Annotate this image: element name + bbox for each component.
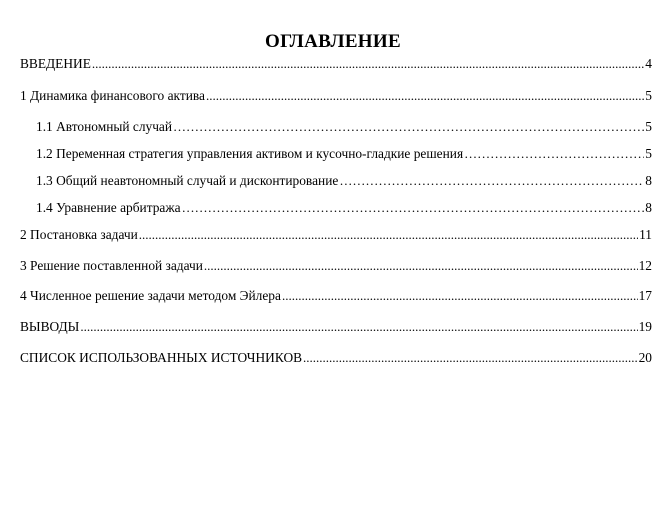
toc-entry-label: 1.4 Уравнение арбитража <box>36 200 181 215</box>
toc-entry-section-1-4 <box>36 200 652 216</box>
toc-entry-page: 5 <box>645 146 652 161</box>
toc-entry-page: 8 <box>645 173 652 188</box>
toc-entry-label: ВВЕДЕНИЕ <box>20 56 91 71</box>
toc-entry-introduction <box>20 56 652 72</box>
toc-entry-chapter-3 <box>20 258 652 274</box>
dot-leader <box>182 200 645 216</box>
dot-leader <box>282 288 638 304</box>
toc-entry-page: 12 <box>638 258 652 273</box>
toc-entry-label: 4 Численное решение задачи методом Эйлера <box>20 288 281 303</box>
page-title: ОГЛАВЛЕНИЕ <box>265 31 401 52</box>
dot-leader <box>464 146 644 162</box>
dot-leader <box>303 350 638 366</box>
toc-entry-page: 17 <box>638 288 652 303</box>
toc-entry-label: 3 Решение поставленной задачи <box>20 258 203 273</box>
toc-entry-chapter-1 <box>20 88 652 104</box>
toc-entry-section-1-3 <box>36 173 652 189</box>
toc-entry-page: 5 <box>645 119 652 134</box>
dot-leader <box>173 119 644 135</box>
toc-entry-label: 1.3 Общий неавтономный случай и дисконтирование <box>36 173 339 188</box>
toc-entry-label: ВЫВОДЫ <box>20 319 80 334</box>
toc-entry-references <box>20 350 652 366</box>
dot-leader <box>139 227 638 243</box>
dot-leader <box>92 56 644 72</box>
dot-leader <box>80 319 637 335</box>
toc-entry-section-1-2 <box>36 146 652 162</box>
toc-entry-conclusions <box>20 319 652 335</box>
dot-leader <box>339 173 644 189</box>
toc-entry-chapter-4 <box>20 288 652 304</box>
toc-entry-label: 1.1 Автономный случай <box>36 119 173 134</box>
toc-entry-page: 4 <box>645 56 652 71</box>
toc-entry-page: 20 <box>638 350 652 365</box>
toc-entry-page: 19 <box>638 319 652 334</box>
toc-entry-section-1-1 <box>36 119 652 135</box>
toc-entry-chapter-2 <box>20 227 652 243</box>
toc-entry-page: 8 <box>645 200 652 215</box>
toc-entry-label: 1.2 Переменная стратегия управления активом и кусочно-гладкие решения <box>36 146 464 161</box>
dot-leader <box>206 88 644 104</box>
toc-entry-page: 5 <box>645 88 652 103</box>
toc-entry-label: 2 Постановка задачи <box>20 227 138 242</box>
toc-entry-label: СПИСОК ИСПОЛЬЗОВАННЫХ ИСТОЧНИКОВ <box>20 350 303 365</box>
toc-entry-page: 11 <box>639 227 652 242</box>
toc-entry-label: 1 Динамика финансового актива <box>20 88 205 103</box>
dot-leader <box>204 258 638 274</box>
